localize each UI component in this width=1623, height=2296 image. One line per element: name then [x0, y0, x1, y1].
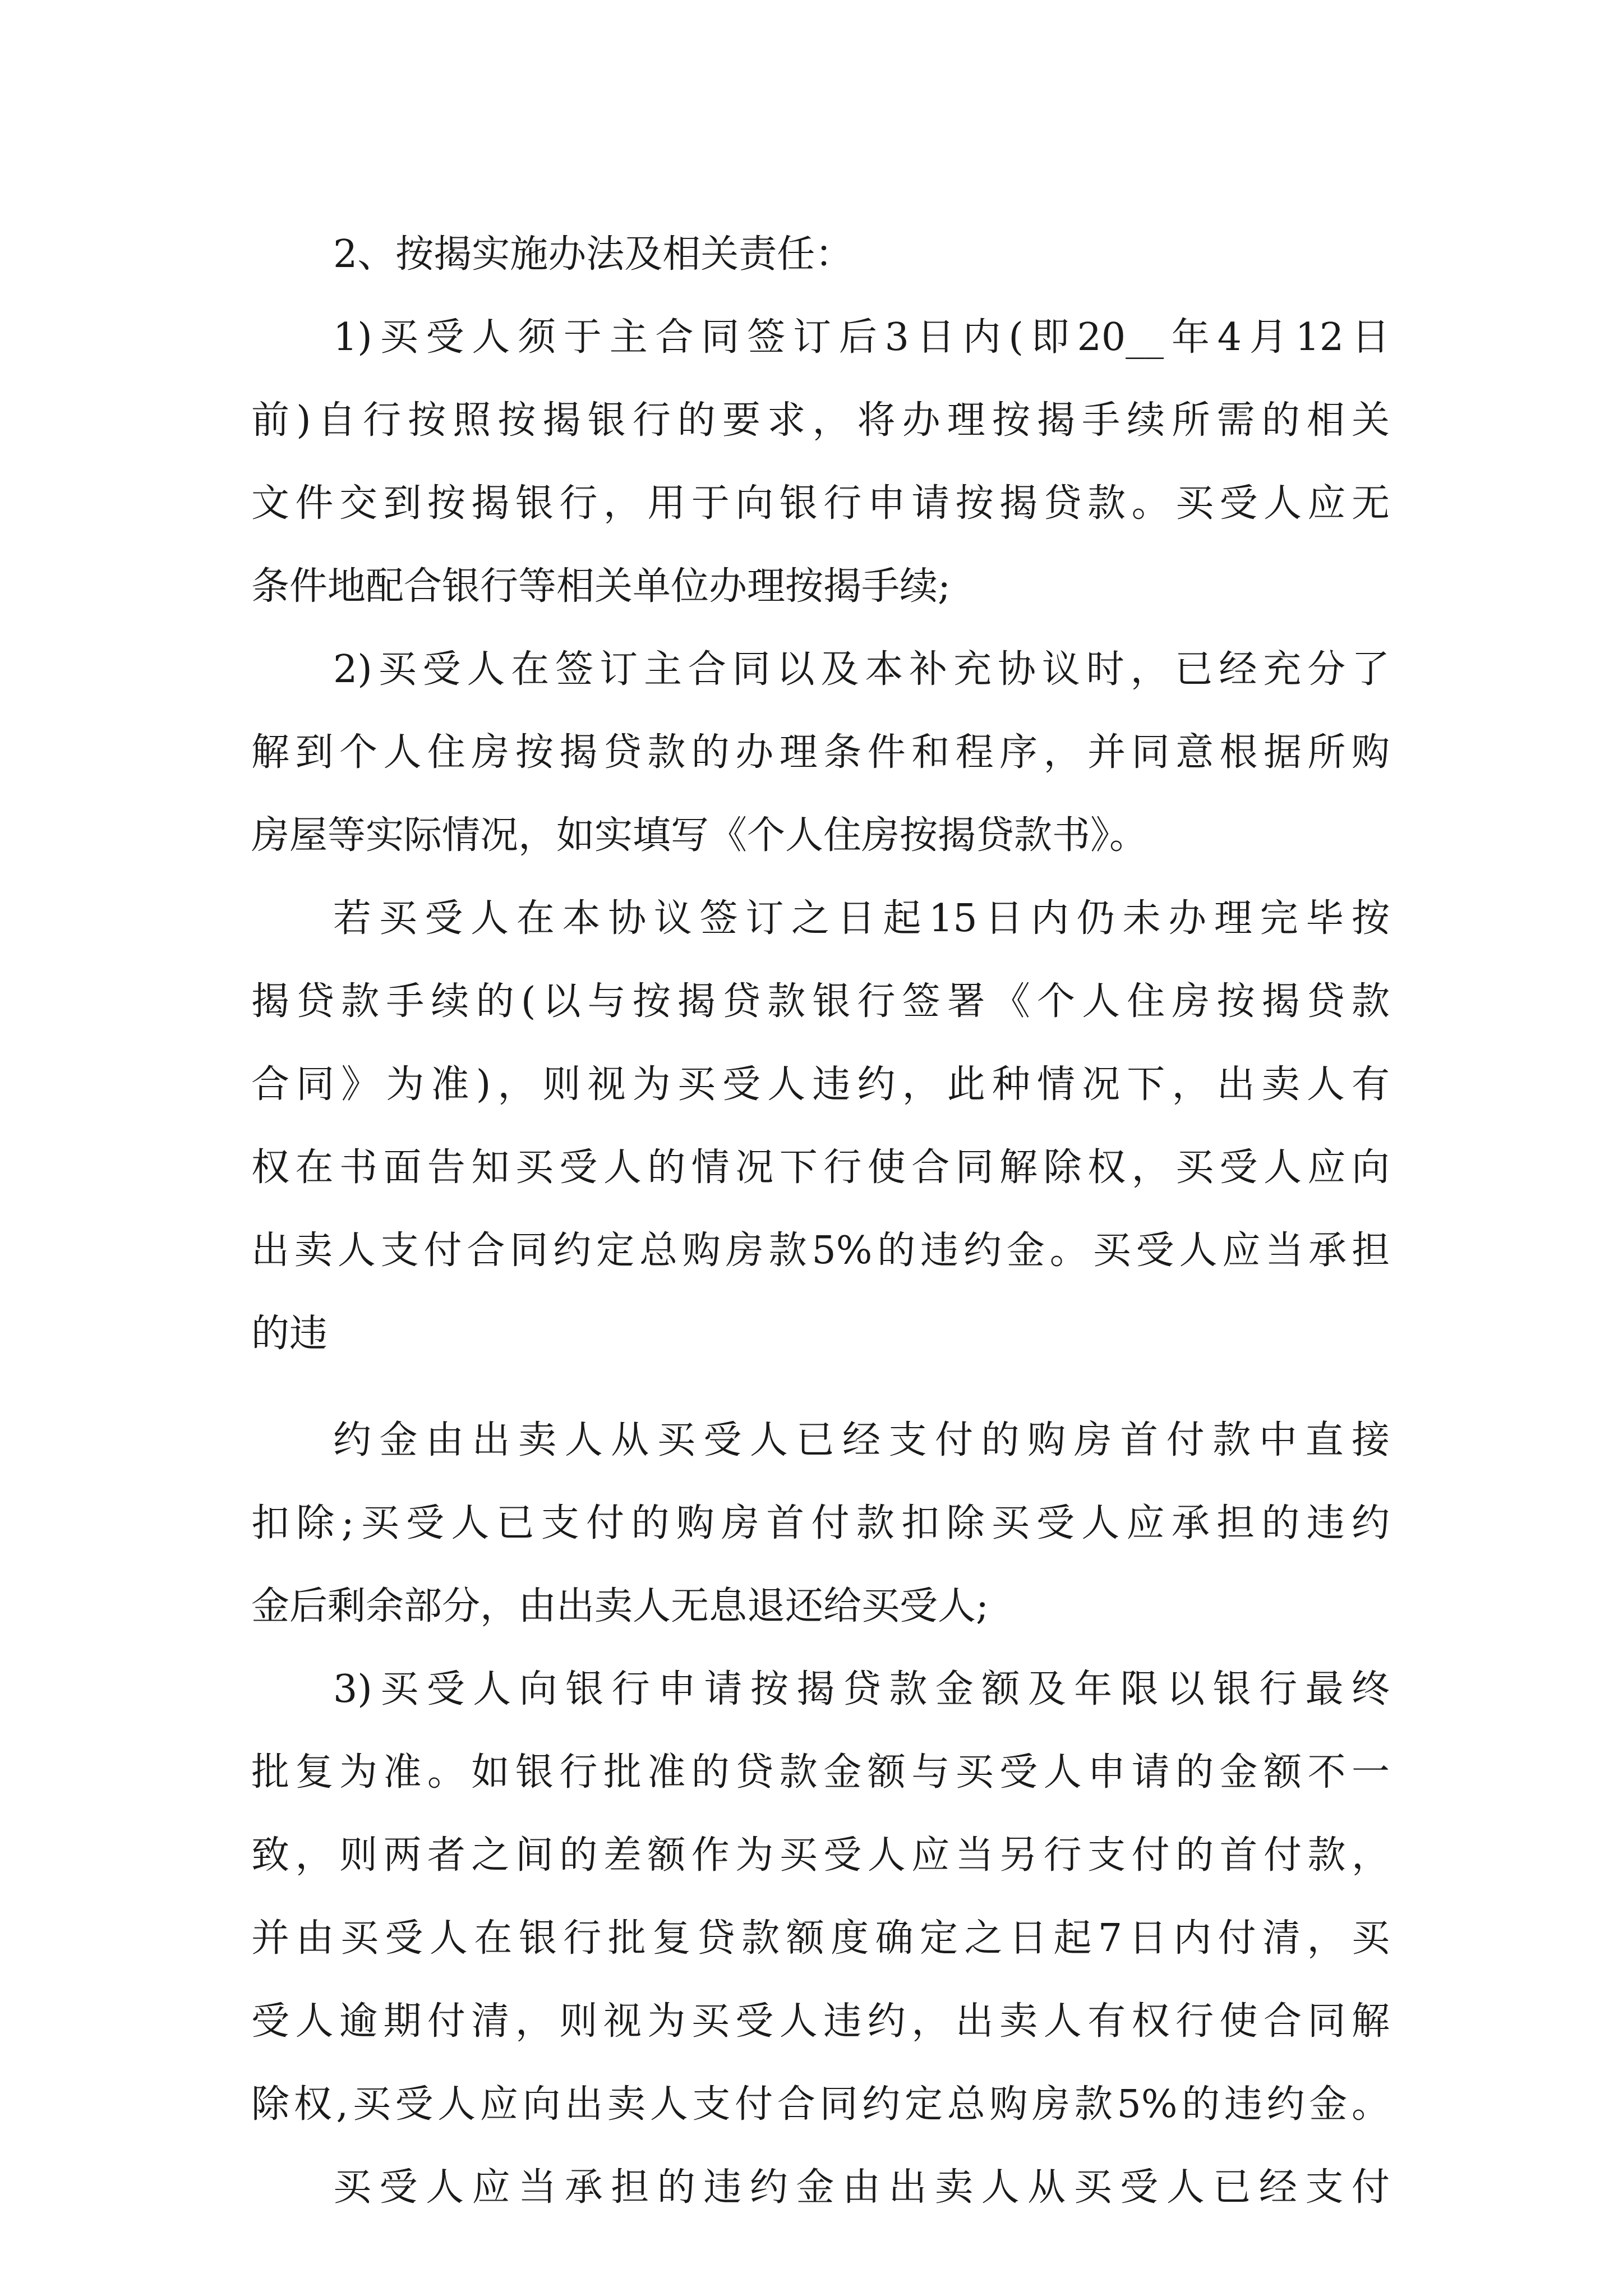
text-line: 出卖人支付合同约定总购房款5%的违约金。买受人应当承担	[251, 1228, 1390, 1273]
text-line: 解到个人住房按揭贷款的办理条件和程序，并同意根据所购	[251, 730, 1390, 775]
text-line: 房屋等实际情况，如实填写《个人住房按揭贷款书》。	[251, 813, 1148, 858]
section-heading: 2、按揭实施办法及相关责任：	[333, 232, 854, 277]
text-line: 3)买受人向银行申请按揭贷款金额及年限以银行最终	[333, 1667, 1390, 1711]
text-line: 合同》为准)，则视为买受人违约，此种情况下，出卖人有	[251, 1062, 1390, 1107]
page-break-gap	[251, 1375, 1390, 1399]
text-line: 除权,买受人应向出卖人支付合同约定总购房款5%的违约金。	[251, 2082, 1390, 2127]
text-line: 扣除;买受人已支付的购房首付款扣除买受人应承担的违约	[251, 1501, 1390, 1545]
text-line: 前)自行按照按揭银行的要求，将办理按揭手续所需的相关	[251, 398, 1390, 443]
text-line: 受人逾期付清，则视为买受人违约，出卖人有权行使合同解	[251, 1999, 1390, 2044]
text-line: 约金由出卖人从买受人已经支付的购房首付款中直接	[333, 1418, 1390, 1462]
text-line: 文件交到按揭银行，用于向银行申请按揭贷款。买受人应无	[251, 481, 1390, 526]
text-line: 并由买受人在银行批复贷款额度确定之日起7日内付清，买	[251, 1916, 1390, 1961]
text-line: 揭贷款手续的(以与按揭贷款银行签署《个人住房按揭贷款	[251, 979, 1390, 1024]
document-body	[251, 213, 1390, 2229]
text-line: 金后剩余部分，由出卖人无息退还给买受人;	[251, 1584, 989, 1628]
text-line: 权在书面告知买受人的情况下行使合同解除权，买受人应向	[251, 1145, 1390, 1190]
text-line: 批复为准。如银行批准的贷款金额与买受人申请的金额不一	[251, 1750, 1390, 1795]
text-line: 2)买受人在签订主合同以及本补充协议时，已经充分了	[333, 647, 1390, 692]
text-line: 致，则两者之间的差额作为买受人应当另行支付的首付款，	[251, 1833, 1390, 1878]
text-line: 条件地配合银行等相关单位办理按揭手续;	[251, 564, 951, 609]
text-line: 若买受人在本协议签订之日起15日内仍未办理完毕按	[333, 896, 1390, 941]
text-line: 1)买受人须于主合同签订后3日内(即20__年4月12日	[333, 315, 1390, 360]
text-line: 买受人应当承担的违约金由出卖人从买受人已经支付	[333, 2165, 1390, 2210]
text-line: 的违	[251, 1312, 328, 1356]
